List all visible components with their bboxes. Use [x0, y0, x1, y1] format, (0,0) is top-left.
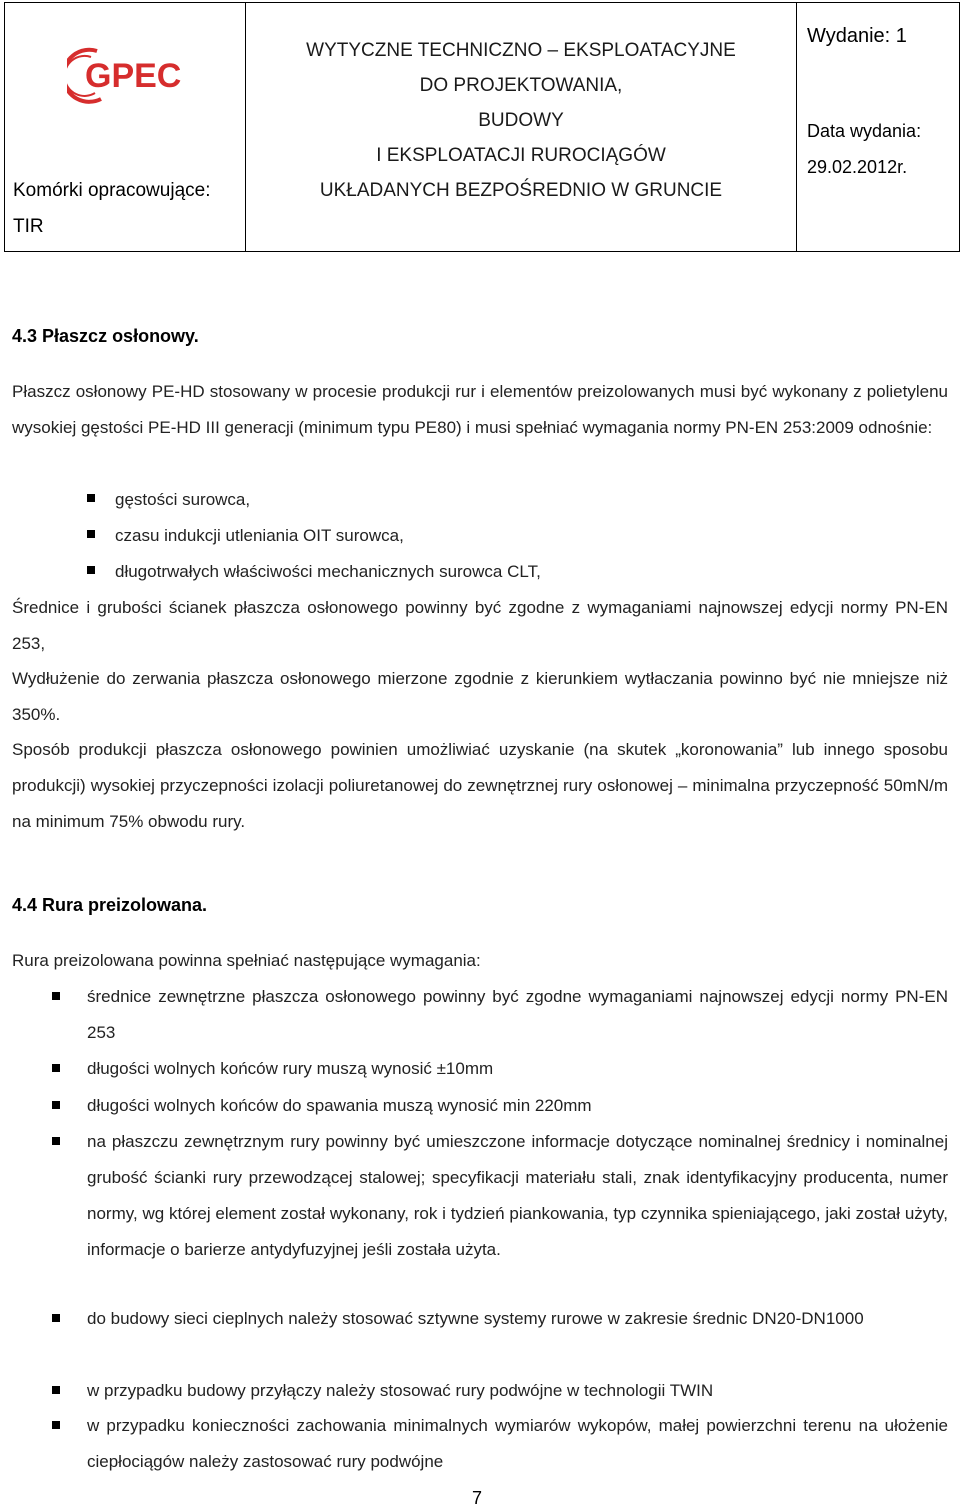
- header-logo-cell: [5, 3, 246, 252]
- data-wydania-value: 29.02.2012r.: [807, 157, 908, 177]
- title-line: BUDOWY: [478, 110, 564, 131]
- komorki-value: TIR: [13, 216, 44, 237]
- komorki-label: Komórki opracowujące:: [13, 180, 211, 201]
- page-number: 7: [472, 1488, 483, 1508]
- section-heading-4-3: 4.3 Płaszcz osłonowy.: [12, 326, 199, 346]
- bullet-marker: [52, 1386, 60, 1394]
- list-item: do budowy sieci cieplnych należy stosować sztywne systemy rurowe w zakresie średnic DN20-DN1000: [87, 1309, 864, 1328]
- list-item: na płaszczu zewnętrznym rury powinny być umieszczone informacje dotyczące nominalnej średnicy i nominalnej grubość ścianki rury przewodzącej stalowej; specyfikacji materiału stali, znak identyfikacyjny producenta, numer normy, wg której element został wykonany, rok i tydzień piankowania, typ czynnika spieniającego, jaki został użyty, informacje o barierze antydyfuzyjnej jeśli została użyta.: [87, 1132, 948, 1259]
- document-header: [4, 2, 960, 252]
- header-meta-cell: [797, 3, 960, 252]
- list-item: długości wolnych końców do spawania muszą wynosić min 220mm: [87, 1096, 592, 1115]
- bullet-marker: [87, 530, 95, 538]
- title-line: I EKSPLOATACJI RUROCIĄGÓW: [376, 145, 666, 166]
- paragraph: Średnice i grubości ścianek płaszcza osłonowego powinny być zgodne z wymaganiami najnowszej edycji normy PN-EN 253,: [12, 598, 948, 653]
- paragraph: Rura preizolowana powinna spełniać następujące wymagania:: [12, 951, 481, 970]
- list-item: gęstości surowca,: [115, 490, 251, 509]
- list-item: czasu indukcji utleniania OIT surowca,: [115, 526, 404, 545]
- logo-text: GPEC: [85, 57, 182, 95]
- bullet-marker: [52, 992, 60, 1000]
- list-item: długotrwałych właściwości mechanicznych surowca CLT,: [115, 562, 541, 581]
- paragraph: Płaszcz osłonowy PE-HD stosowany w procesie produkcji rur i elementów preizolowanych musi być wykonany z polietylenu wysokiej gęstości PE-HD III generacji (minimum typu PE80) i musi spełniać wymagania normy PN-EN 253:2009 odnośnie:: [12, 382, 948, 437]
- gpec-logo: [67, 45, 207, 110]
- list-item: średnice zewnętrzne płaszcza osłonowego powinny być zgodne wymaganiami najnowszej edycji normy PN-EN 253: [87, 987, 948, 1042]
- list-item: długości wolnych końców rury muszą wynosić ±10mm: [87, 1059, 494, 1078]
- data-wydania-label: Data wydania:: [807, 121, 922, 141]
- paragraph: Sposób produkcji płaszcza osłonowego powinien umożliwiać uzyskanie (na skutek „koronowania” lub innego sposobu produkcji) wysokiej przyczepności izolacji poliuretanowej do zewnętrznej rury osłonowej – minimalna przyczepność 50mN/m na minimum 75% obwodu rury.: [12, 740, 948, 831]
- bullet-marker: [52, 1421, 60, 1429]
- header-title-cell: [246, 3, 797, 252]
- title-line: UKŁADANYCH BEZPOŚREDNIO W GRUNCIE: [319, 180, 723, 201]
- title-line: WYTYCZNE TECHNICZNO – EKSPLOATACYJNE: [306, 40, 736, 61]
- list-item: w przypadku konieczności zachowania minimalnych wymiarów wykopów, małej powierzchni terenu na ułożenie ciepłociągów należy zastosować rury podwójne: [87, 1416, 948, 1471]
- bullet-marker: [52, 1137, 60, 1145]
- list-item: w przypadku budowy przyłączy należy stosować rury podwójne w technologii TWIN: [87, 1381, 714, 1400]
- paragraph: Wydłużenie do zerwania płaszcza osłonowego mierzone zgodnie z kierunkiem wytłaczania powinno być nie mniejsze niż 350%.: [12, 669, 948, 724]
- bullet-marker: [52, 1314, 60, 1322]
- bullet-marker: [52, 1064, 60, 1072]
- title-line: DO PROJEKTOWANIA,: [419, 75, 623, 96]
- document-title: [246, 3, 796, 208]
- section-heading-4-4: 4.4 Rura preizolowana.: [12, 895, 208, 915]
- bullet-marker: [87, 494, 95, 502]
- bullet-marker: [87, 566, 95, 574]
- bullet-marker: [52, 1101, 60, 1109]
- wydanie: Wydanie: 1: [807, 25, 907, 47]
